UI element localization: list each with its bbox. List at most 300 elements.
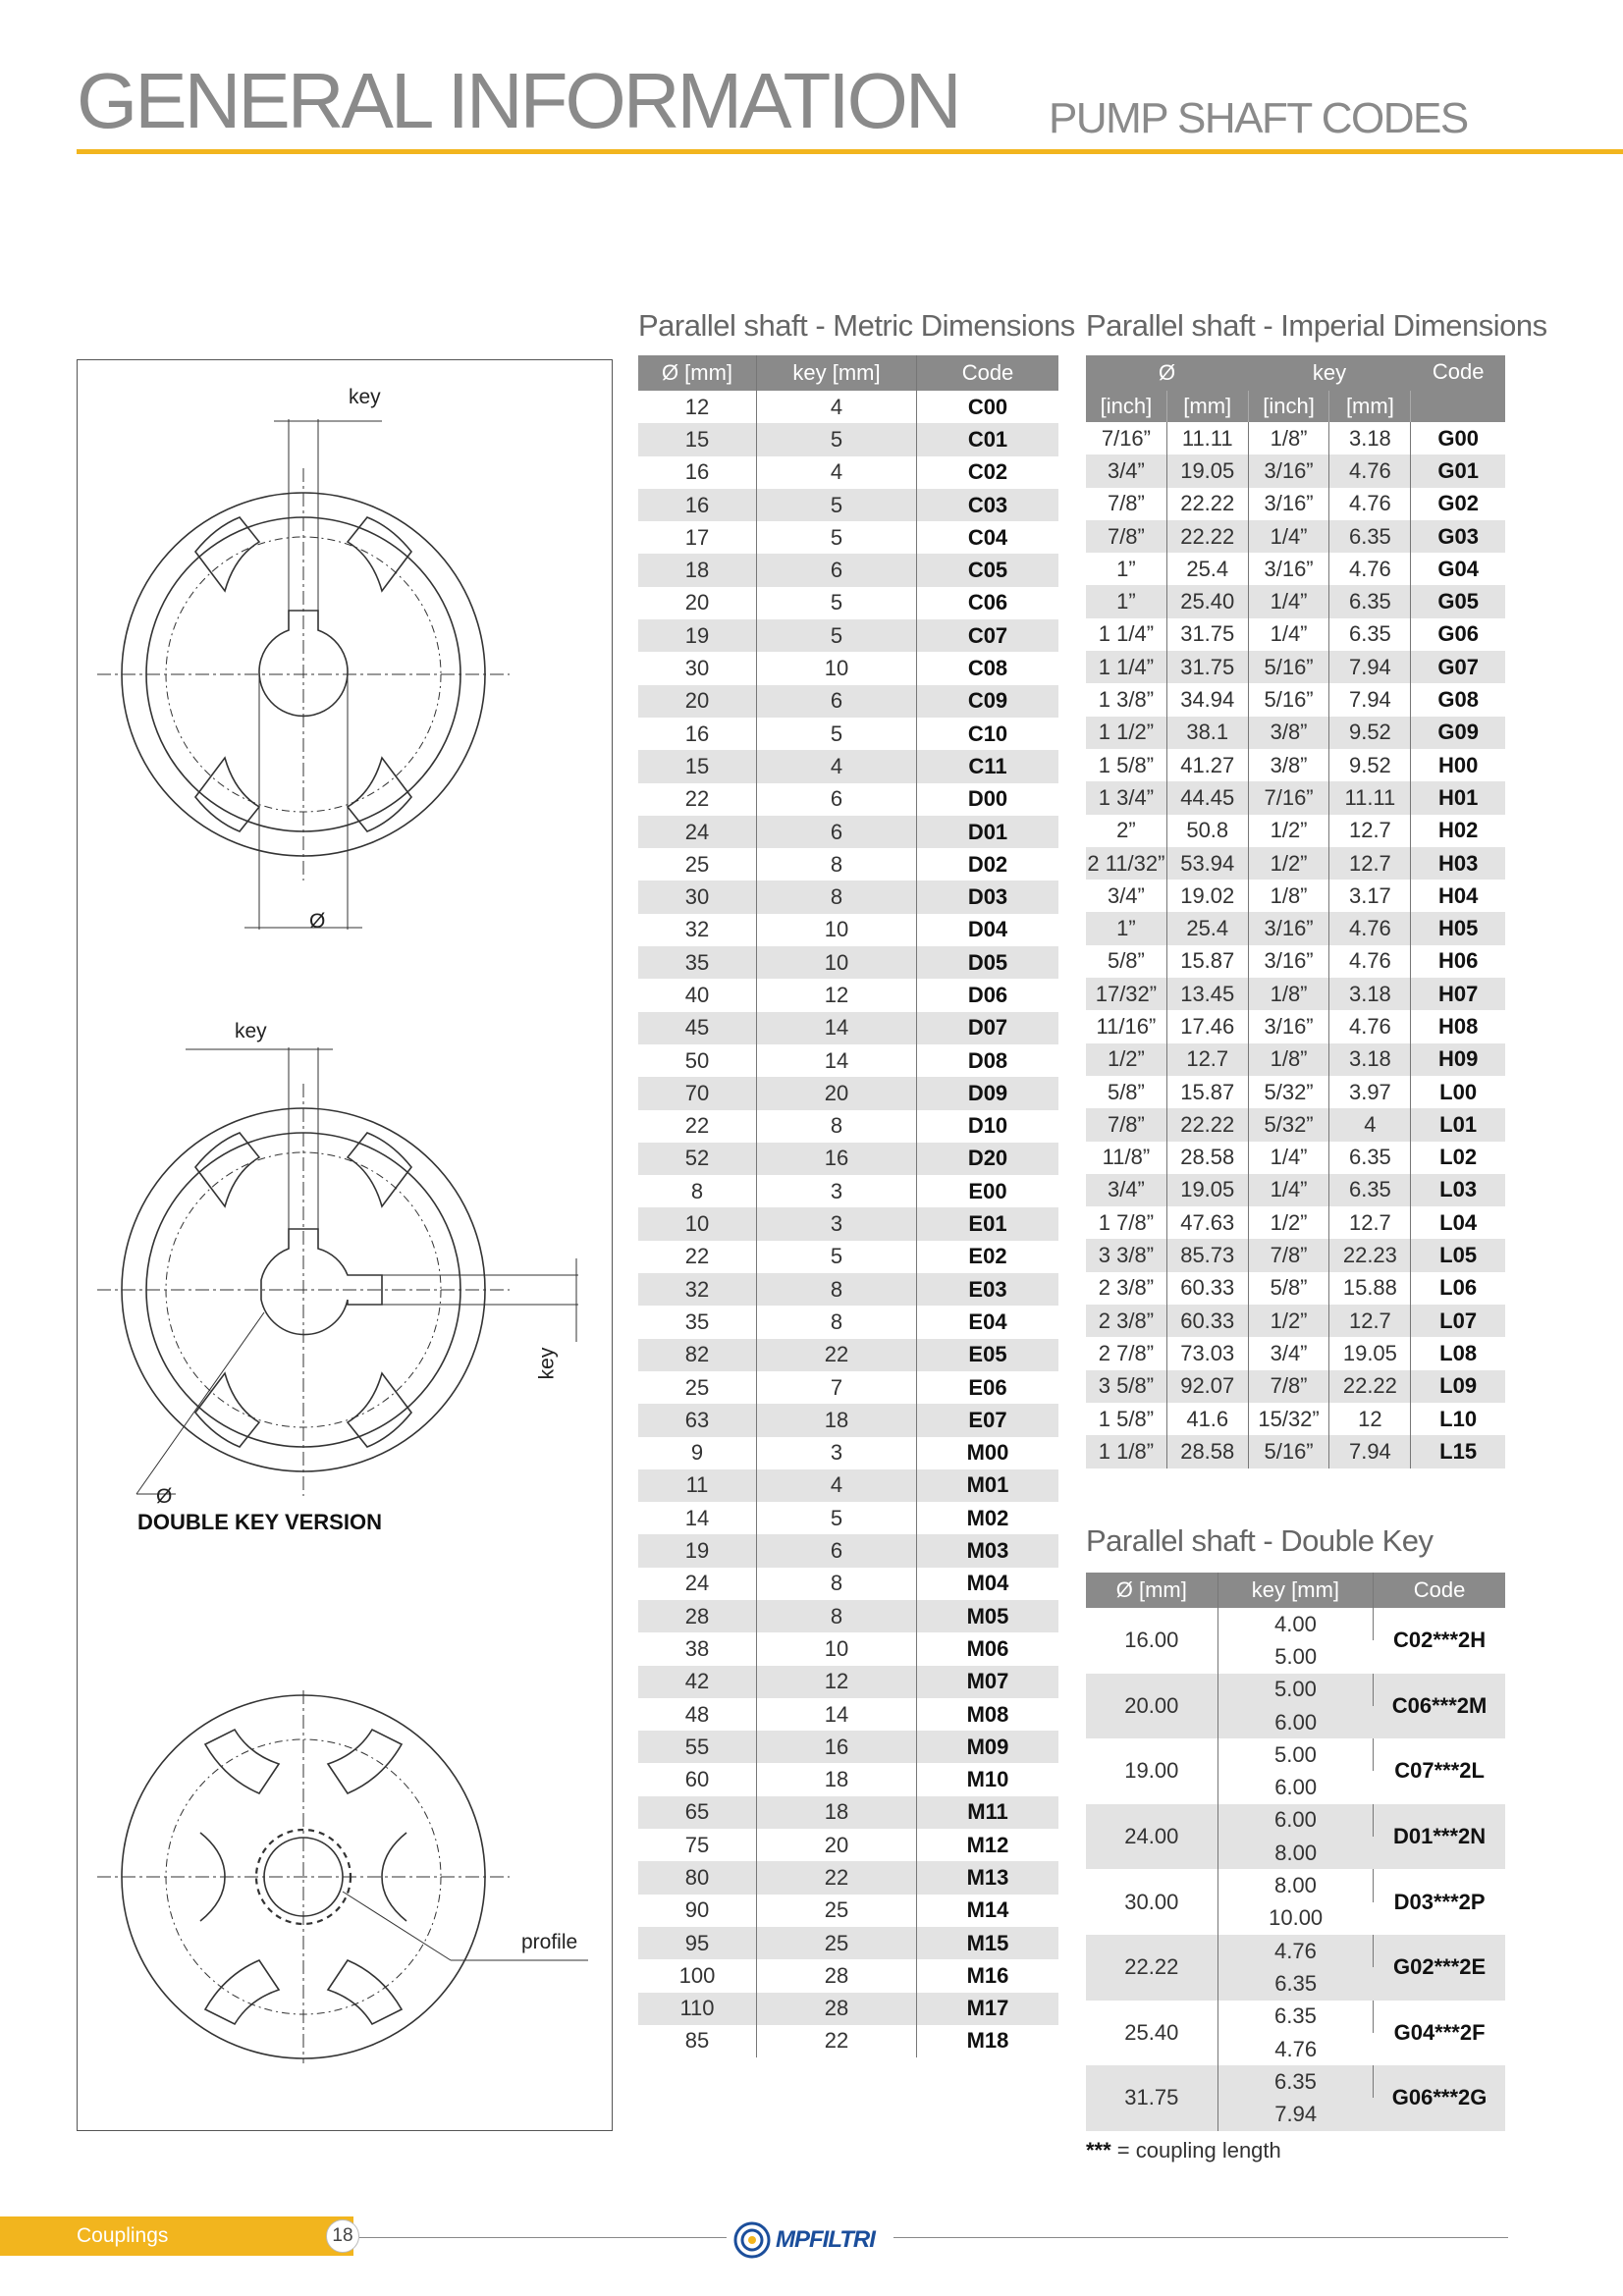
key-inch-cell: 1/8” [1248, 422, 1329, 454]
page-number: 18 [326, 2219, 359, 2253]
diameter-cell: 60 [638, 1763, 757, 1795]
code-cell: M10 [966, 1767, 1009, 1792]
key-mm-cell: 22.23 [1329, 1239, 1411, 1271]
diameter-cell: 15 [638, 750, 757, 782]
diameter-inch-cell: 3 3/8” [1086, 1239, 1166, 1271]
key-cell: 5 [757, 489, 917, 521]
code-cell: H01 [1411, 781, 1505, 814]
key-cell: 5.00 [1274, 1643, 1318, 1669]
diameter-cell: 20 [638, 685, 757, 718]
key-cell: 4.76 [1217, 1935, 1374, 1967]
brand-logo [727, 2220, 893, 2260]
code-cell: E01 [917, 1207, 1059, 1240]
diameter-cell: 75 [638, 1829, 757, 1861]
double-header-diameter: Ø [mm] [1086, 1573, 1217, 1608]
code-cell: E03 [917, 1273, 1059, 1306]
key-cell: 5.00 [1217, 1738, 1374, 1771]
diameter-mm-cell: 47.63 [1166, 1206, 1248, 1239]
diameter-cell: 100 [638, 1959, 757, 1992]
code-cell: D09 [917, 1077, 1059, 1109]
key-cell: 4 [757, 391, 917, 423]
code-cell: M13 [917, 1861, 1059, 1894]
code-cell: C02***2H [1392, 1628, 1487, 1653]
double-key-caption: DOUBLE KEY VERSION [137, 1510, 382, 1534]
code-cell: L05 [1411, 1239, 1505, 1271]
table-row [638, 881, 1058, 913]
code-cell: H08 [1437, 1013, 1479, 1039]
code-cell: D20 [917, 1143, 1059, 1175]
code-cell: L09 [1411, 1370, 1505, 1403]
diameter-mm-cell: 15.87 [1166, 945, 1248, 978]
key-mm-cell: 7.94 [1329, 1435, 1411, 1468]
code-cell: H09 [1411, 1043, 1505, 1076]
diameter-cell: 32 [638, 914, 757, 946]
key-label-1: key [349, 386, 381, 408]
diameter-cell: 20 [638, 587, 757, 619]
diameter-cell: 38 [638, 1632, 757, 1665]
diameter-cell: 22 [638, 1241, 757, 1273]
table-row [1086, 454, 1505, 487]
diameter-inch-cell: 3/4” [1086, 880, 1166, 912]
code-cell: E00 [968, 1178, 1007, 1203]
table-row [1086, 1403, 1505, 1435]
diameter-cell: 45 [638, 1012, 757, 1044]
key-mm-cell: 4.76 [1329, 553, 1411, 585]
code-cell: C11 [917, 750, 1059, 782]
key-cell: 12 [757, 979, 917, 1011]
table-row [1086, 488, 1505, 520]
key-inch-cell: 3/16” [1248, 945, 1329, 978]
diameter-cell: 42 [638, 1666, 757, 1698]
table-row [638, 1861, 1058, 1894]
footer-bar [0, 2216, 353, 2256]
table-row [1086, 683, 1505, 716]
diameter-cell: 16 [638, 489, 757, 521]
key-mm-cell: 12.7 [1329, 1206, 1411, 1239]
diameter-inch-cell: 5/8” [1086, 945, 1166, 978]
diameter-inch-cell: 1 5/8” [1086, 1403, 1166, 1435]
imperial-subheader-key-mm: [mm] [1329, 391, 1411, 422]
table-row [638, 1175, 1058, 1207]
diameter-label-1: Ø [309, 910, 326, 933]
diameter-cell: 25 [638, 1371, 757, 1404]
table-row [638, 1829, 1058, 1861]
table-row [1086, 880, 1505, 912]
key-mm-cell: 3.17 [1329, 880, 1411, 912]
code-cell: C08 [967, 656, 1008, 681]
key-cell: 16 [757, 1143, 917, 1175]
diameter-mm-cell: 53.94 [1166, 847, 1248, 880]
key-mm-cell: 6.35 [1329, 585, 1411, 617]
code-cell: C02 [967, 459, 1008, 485]
code-cell: D04 [967, 917, 1008, 942]
diameter-mm-cell: 17.46 [1166, 1010, 1248, 1042]
diameter-mm-cell: 38.1 [1166, 717, 1248, 749]
key-cell: 6.00 [1217, 1804, 1374, 1837]
key-cell: 4 [757, 456, 917, 489]
code-cell: M00 [966, 1440, 1009, 1466]
code-cell: D01 [917, 816, 1059, 848]
table-row [1086, 520, 1505, 553]
key-inch-cell: 5/16” [1248, 683, 1329, 716]
table-row [638, 1437, 1058, 1469]
diameter-cell: 32 [638, 1273, 757, 1306]
key-mm-cell: 19.05 [1329, 1337, 1411, 1369]
diameter-inch-cell: 1 3/4” [1086, 781, 1166, 814]
key-cell: 3 [757, 1437, 917, 1469]
diameter-cell: 24.00 [1086, 1804, 1217, 1870]
diameter-mm-cell: 15.87 [1166, 1076, 1248, 1108]
key-inch-cell: 3/4” [1248, 1337, 1329, 1369]
key-inch-cell: 1/4” [1248, 585, 1329, 617]
diameter-mm-cell: 28.58 [1166, 1435, 1248, 1468]
key-inch-cell: 1/4” [1248, 618, 1329, 651]
table-row [638, 946, 1058, 979]
table-row [638, 619, 1058, 652]
key-mm-cell: 4.76 [1329, 945, 1411, 978]
code-cell: E05 [917, 1339, 1059, 1371]
diameter-cell: 19 [638, 1534, 757, 1567]
diameter-mm-cell: 34.94 [1166, 683, 1248, 716]
key-cell: 4.76 [1274, 2036, 1318, 2061]
table-row [638, 1207, 1058, 1240]
diameter-inch-cell: 1” [1086, 553, 1166, 585]
code-cell: C01 [917, 423, 1059, 455]
key-mm-cell: 15.88 [1329, 1272, 1411, 1305]
diameter-cell: 24 [638, 816, 757, 848]
diameter-cell: 48 [638, 1698, 757, 1731]
code-cell: H05 [1411, 912, 1505, 944]
metric-header-diameter: Ø [mm] [638, 355, 757, 391]
diameter-cell: 25 [638, 848, 757, 881]
key-inch-cell: 3/8” [1248, 749, 1329, 781]
code-cell: C09 [917, 685, 1059, 718]
key-inch-cell: 1/8” [1248, 1043, 1329, 1076]
table-row [1086, 1935, 1505, 1967]
diameter-cell: 9 [638, 1437, 757, 1469]
key-cell: 3 [757, 1207, 917, 1240]
diameter-cell: 22.22 [1086, 1935, 1217, 2001]
single-key-coupling-drawing [97, 419, 510, 930]
diameter-mm-cell: 31.75 [1166, 651, 1248, 683]
diameter-cell: 80 [638, 1861, 757, 1894]
key-inch-cell: 3/16” [1248, 553, 1329, 585]
table-row [1086, 1337, 1505, 1369]
code-cell: H04 [1437, 882, 1479, 908]
diameter-cell: 10 [638, 1207, 757, 1240]
key-cell: 8.00 [1217, 1837, 1374, 1869]
diameter-mm-cell: 41.27 [1166, 749, 1248, 781]
diameter-mm-cell: 41.6 [1166, 1403, 1248, 1435]
key-cell: 10 [757, 914, 917, 946]
key-cell: 10 [757, 946, 917, 979]
diameter-cell: 16 [638, 456, 757, 489]
key-cell: 10 [757, 652, 917, 684]
code-cell: G07 [1411, 651, 1505, 683]
table-row [638, 1534, 1058, 1567]
table-row [1086, 1043, 1505, 1076]
imperial-subheader-key-inch: [inch] [1248, 391, 1329, 422]
footnote [1086, 2138, 1281, 2163]
code-cell: L00 [1439, 1079, 1478, 1104]
table-row [638, 1796, 1058, 1829]
code-cell: H00 [1437, 752, 1479, 777]
key-mm-cell: 6.35 [1329, 520, 1411, 553]
diameter-inch-cell: 2 3/8” [1086, 1305, 1166, 1337]
code-cell: L10 [1439, 1406, 1478, 1431]
diameter-mm-cell: 25.4 [1166, 912, 1248, 944]
table-row [638, 1110, 1058, 1143]
code-cell: L01 [1411, 1108, 1505, 1141]
code-cell: D07 [917, 1012, 1059, 1044]
diameter-inch-cell: 7/8” [1086, 488, 1166, 520]
diameter-inch-cell: 2 11/32” [1086, 847, 1166, 880]
diameter-cell: 16.00 [1086, 1608, 1217, 1674]
diameter-cell: 40 [638, 979, 757, 1011]
code-cell: E06 [968, 1374, 1007, 1400]
table-row [1086, 1608, 1505, 1640]
diameter-inch-cell: 7/8” [1086, 520, 1166, 553]
key-cell: 8.00 [1217, 1869, 1374, 1901]
code-cell: M15 [917, 1927, 1059, 1959]
key-cell: 5 [757, 718, 917, 750]
table-row [638, 1600, 1058, 1632]
key-cell: 14 [757, 1044, 917, 1077]
table-row [1086, 1108, 1505, 1141]
diameter-cell: 52 [638, 1143, 757, 1175]
diameter-mm-cell: 22.22 [1166, 520, 1248, 553]
diameter-mm-cell: 13.45 [1166, 978, 1248, 1010]
key-cell: 22 [757, 1861, 917, 1894]
code-cell: D03 [917, 881, 1059, 913]
key-inch-cell: 5/32” [1248, 1108, 1329, 1141]
code-cell: D03***2P [1393, 1889, 1486, 1914]
table-row [638, 1404, 1058, 1436]
table-row [638, 1143, 1058, 1175]
key-inch-cell: 7/16” [1248, 781, 1329, 814]
code-cell: M17 [917, 1993, 1059, 2025]
key-inch-cell: 3/16” [1248, 1010, 1329, 1042]
code-cell: G02 [1437, 491, 1479, 516]
diameter-mm-cell: 44.45 [1166, 781, 1248, 814]
table-row [638, 1273, 1058, 1306]
code-cell: M01 [917, 1469, 1059, 1502]
imperial-header-key: key [1248, 355, 1411, 391]
table-row [638, 750, 1058, 782]
key-inch-cell: 1/2” [1248, 1305, 1329, 1337]
table-row [638, 1044, 1058, 1077]
diameter-cell: 30.00 [1086, 1869, 1217, 1935]
key-mm-cell: 12 [1329, 1403, 1411, 1435]
metric-header-key: key [mm] [757, 355, 917, 391]
diameter-inch-cell: 3/4” [1086, 1174, 1166, 1206]
table-row [638, 1731, 1058, 1763]
key-cell: 10.00 [1269, 1905, 1324, 1931]
code-cell: G09 [1411, 717, 1505, 749]
key-mm-cell: 3.18 [1329, 978, 1411, 1010]
code-cell: G06 [1437, 621, 1479, 647]
key-cell: 6 [757, 554, 917, 586]
table-row [1086, 1239, 1505, 1271]
key-cell: 28 [757, 1959, 917, 1992]
table-row [638, 1568, 1058, 1600]
key-inch-cell: 5/16” [1248, 651, 1329, 683]
code-cell: G04 [1437, 556, 1479, 581]
diameter-inch-cell: 2” [1086, 815, 1166, 847]
table-row [638, 423, 1058, 455]
key-inch-cell: 1/4” [1248, 1142, 1329, 1174]
table-row [1086, 749, 1505, 781]
table-row [1086, 1869, 1505, 1901]
diameter-inch-cell: 1 1/4” [1086, 651, 1166, 683]
code-cell: G03 [1411, 520, 1505, 553]
table-row [1086, 912, 1505, 944]
key-cell: 8 [757, 1600, 917, 1632]
code-cell: L15 [1411, 1435, 1505, 1468]
shaft-drawings-panel [77, 359, 613, 2131]
code-cell: H03 [1411, 847, 1505, 880]
key-mm-cell: 6.35 [1329, 618, 1411, 651]
table-row [638, 554, 1058, 586]
key-mm-cell: 4.76 [1329, 454, 1411, 487]
diameter-cell: 35 [638, 946, 757, 979]
diameter-inch-cell: 1/2” [1086, 1043, 1166, 1076]
key-label-3: key [535, 1347, 559, 1380]
key-inch-cell: 1/2” [1248, 1206, 1329, 1239]
key-cell: 6.00 [1274, 1775, 1318, 1800]
key-mm-cell: 12.7 [1329, 815, 1411, 847]
table-row [1086, 553, 1505, 585]
table-row [1086, 1076, 1505, 1108]
diameter-cell: 31.75 [1086, 2065, 1217, 2131]
shaft-drawings-svg [78, 360, 614, 2132]
imperial-section-title: Parallel shaft - Imperial Dimensions [1086, 308, 1547, 343]
code-cell: C03 [917, 489, 1059, 521]
profile-coupling-drawing [97, 1690, 588, 2063]
code-cell: M11 [917, 1796, 1059, 1829]
code-cell: C10 [967, 721, 1008, 746]
table-row [638, 1993, 1058, 2025]
code-cell: M12 [966, 1832, 1009, 1857]
key-inch-cell: 7/8” [1248, 1370, 1329, 1403]
code-cell: C06***2M [1374, 1674, 1505, 1739]
table-row [638, 1927, 1058, 1959]
table-row [1086, 1174, 1505, 1206]
code-cell: M02 [966, 1505, 1009, 1530]
table-row [1086, 1010, 1505, 1042]
key-mm-cell: 7.94 [1329, 651, 1411, 683]
diameter-cell: 55 [638, 1731, 757, 1763]
key-cell: 22 [757, 2025, 917, 2057]
table-row [1086, 2001, 1505, 2033]
table-row [638, 816, 1058, 848]
key-cell: 8 [757, 1568, 917, 1600]
table-row [638, 685, 1058, 718]
key-inch-cell: 7/8” [1248, 1239, 1329, 1271]
table-row [638, 914, 1058, 946]
table-row [1086, 945, 1505, 978]
key-cell: 4 [757, 750, 917, 782]
key-mm-cell: 3.18 [1329, 422, 1411, 454]
key-mm-cell: 22.22 [1329, 1370, 1411, 1403]
table-row [1086, 1435, 1505, 1468]
imperial-subheader-inch: [inch] [1086, 391, 1166, 422]
table-row [1086, 717, 1505, 749]
code-cell: G01 [1411, 454, 1505, 487]
diameter-cell: 25.40 [1086, 2001, 1217, 2066]
table-row [1086, 651, 1505, 683]
code-cell: G06***2G [1374, 2065, 1505, 2131]
profile-label: profile [521, 1931, 578, 1953]
key-cell: 28 [757, 1993, 917, 2025]
table-row [638, 2025, 1058, 2057]
diameter-cell: 30 [638, 652, 757, 684]
code-cell: L07 [1411, 1305, 1505, 1337]
key-cell: 20 [757, 1829, 917, 1861]
key-cell: 7 [757, 1371, 917, 1404]
code-cell: G04***2F [1393, 2019, 1486, 2045]
table-row [638, 1371, 1058, 1404]
table-row [638, 1469, 1058, 1502]
key-mm-cell: 9.52 [1329, 749, 1411, 781]
diameter-inch-cell: 1” [1086, 585, 1166, 617]
diameter-cell: 19.00 [1086, 1738, 1217, 1804]
diameter-cell: 22 [638, 783, 757, 816]
double-key-section-title: Parallel shaft - Double Key [1086, 1523, 1434, 1558]
table-row [638, 718, 1058, 750]
key-mm-cell: 12.7 [1329, 847, 1411, 880]
key-inch-cell: 5/32” [1248, 1076, 1329, 1108]
table-row [638, 489, 1058, 521]
key-inch-cell: 1/2” [1248, 847, 1329, 880]
diameter-cell: 70 [638, 1077, 757, 1109]
diameter-inch-cell: 1” [1086, 912, 1166, 944]
diameter-inch-cell: 1 1/2” [1086, 717, 1166, 749]
page-title: GENERAL INFORMATION [77, 57, 959, 144]
diameter-mm-cell: 73.03 [1166, 1337, 1248, 1369]
code-cell: E04 [968, 1308, 1007, 1334]
key-cell: 20 [757, 1077, 917, 1109]
code-cell: E07 [917, 1404, 1059, 1436]
diameter-cell: 63 [638, 1404, 757, 1436]
key-cell: 7.94 [1217, 2098, 1374, 2130]
key-cell: 5 [757, 423, 917, 455]
diameter-inch-cell: 7/8” [1086, 1108, 1166, 1141]
diameter-mm-cell: 25.40 [1166, 585, 1248, 617]
key-cell: 16 [757, 1731, 917, 1763]
diameter-inch-cell: 7/16” [1086, 422, 1166, 454]
key-inch-cell: 5/8” [1248, 1272, 1329, 1305]
footer-section-label: Couplings [77, 2224, 169, 2247]
diameter-cell: 90 [638, 1895, 757, 1927]
code-cell: C07 [917, 619, 1059, 652]
code-cell: M09 [917, 1731, 1059, 1763]
brand-logo-text: MPFILTRI [776, 2226, 875, 2253]
brand-logo-icon [730, 2220, 774, 2260]
diameter-cell: 95 [638, 1927, 757, 1959]
key-cell: 5 [757, 1241, 917, 1273]
diameter-inch-cell: 11/8” [1086, 1142, 1166, 1174]
key-cell: 25 [757, 1927, 917, 1959]
key-cell: 6.00 [1217, 1706, 1374, 1738]
key-mm-cell: 7.94 [1329, 683, 1411, 716]
key-inch-cell: 3/16” [1248, 912, 1329, 944]
imperial-subheader-mm: [mm] [1166, 391, 1248, 422]
table-row [638, 1306, 1058, 1338]
table-row [1086, 2065, 1505, 2098]
code-cell: M07 [917, 1666, 1059, 1698]
table-row [638, 1959, 1058, 1992]
